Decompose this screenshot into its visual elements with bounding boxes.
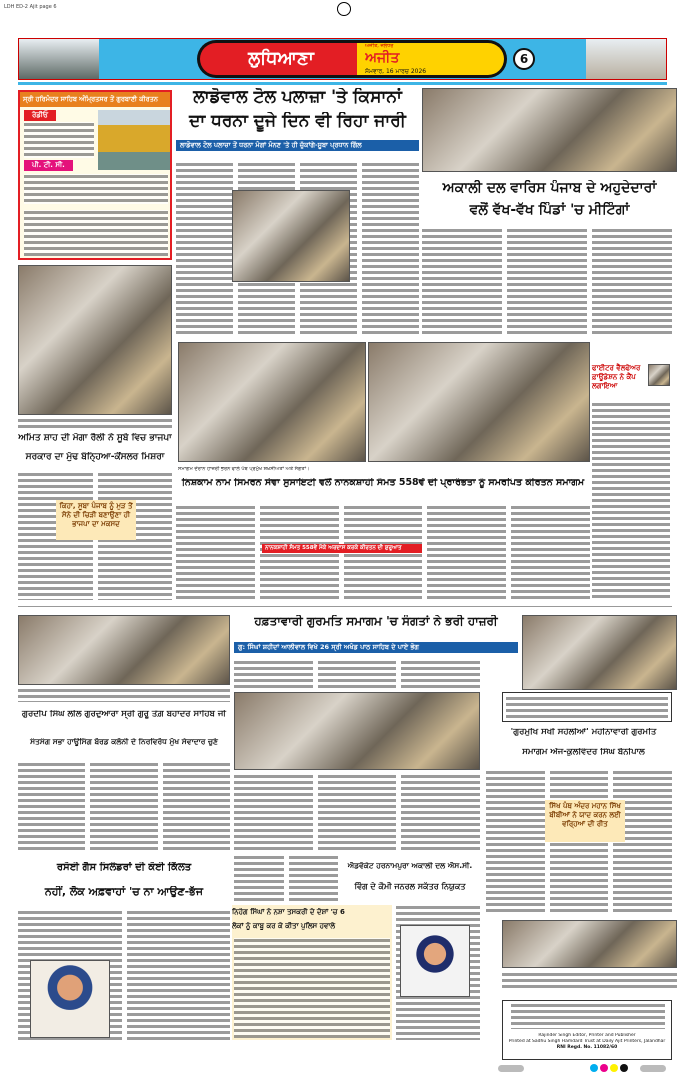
imprint-box — [502, 1000, 672, 1060]
amit-pull-quote: ਕਿਹਾ, ਸੂਬਾ ਪੰਜਾਬ ਨੂੰ ਮੁੜ ਤੋਂ ਸੋਨੇ ਦੀ ਚਿੜੀ ਬਣਾਉਣਾ ਹੀ ਭਾਜਪਾ ਦਾ ਮਕਸਦ — [56, 500, 136, 540]
registration-mark — [337, 2, 351, 16]
samagam-headline: ਹਫ਼ਤਾਵਾਰੀ ਗੁਰਮਤਿ ਸਮਾਗਮ 'ਚ ਸੰਗਤਾਂ ਨੇ ਭਰੀ ਹਾਜ਼ਰੀ — [254, 615, 498, 628]
advocate-headline-1: ਐਡਵੋਕੇਟ ਹਰਨਾਮਪੁਰਾ ਅਕਾਲੀ ਦਲ ਐਸ.ਸੀ. — [347, 862, 473, 870]
page-number: 6 — [513, 48, 535, 70]
imprint-line2: Printed at Sadhu Singh Hamdard Trust at Daily Ajit Printers, Jalandhar — [508, 1039, 666, 1044]
imprint-text — [511, 1003, 665, 1029]
kirtan-caption: ਸਮਾਗਮ ਦੌਰਾਨ ਹਾਜ਼ਰੀ ਭਰਨ ਵਾਲੇ ਪੰਥ ਪ੍ਰਮੁੱਖ ਸ਼ਖ਼ਸੀਅਤਾਂ ਅਤੇ ਸੰਗਤਾਂ। — [178, 466, 310, 472]
kirtan-promo-box — [18, 90, 172, 260]
masthead-rule — [18, 82, 667, 85]
statue-image — [19, 39, 99, 79]
masthead-date: ਸੋਮਵਾਰ, 16 ਮਾਰਚ 2026 — [365, 68, 427, 75]
gurdeep-headline-1: ਗੁਰਦੀਪ ਸਿੰਘ ਲੀਲ ਗੁਰਦੁਆਰਾ ਸ੍ਰੀ ਗੁਰੂ ਤੇਗ਼ ਬਹਾਦਰ ਸਾਹਿਬ ਜੀ — [22, 710, 226, 719]
nihang-headline-1: ਨਿਹੰਗ ਸਿੰਘਾਂ ਨੇ ਨਸ਼ਾ ਤਸਕਰੀ ਦੇ ਦੋਸ਼ਾਂ 'ਚ 6 — [232, 908, 345, 916]
tollplaza-photo — [232, 190, 350, 282]
golden-temple-image — [98, 110, 170, 170]
gurmukh-photo — [522, 615, 677, 690]
kirtan-subhead: ਨਾਨਕਸ਼ਾਹੀ ਸੰਮਤ 558ਵੇਂ ਮੌਕੇ ਅਰਦਾਸ ਕਰਕੇ ਕੀਰਤਨ ਦੀ ਸ਼ੁਰੂਆਤ — [262, 544, 422, 553]
promo-tag-ptc: ਪੀ. ਟੀ. ਸੀ. — [24, 160, 73, 171]
yellow-dot — [610, 1064, 618, 1072]
masthead-brand: ਅਜੀਤ — [365, 50, 400, 66]
fighter-headline: ਫਾਈਟਰ ਵੈੱਲਫੇਅਰ ਫ਼ਾਊਂਡੇਸ਼ਨ ਨੇ ਕੈਂਪ ਲਗਾਇਆ — [592, 364, 641, 390]
kirtan-headline: ਨਿਸ਼ਕਾਮ ਨਾਮ ਸਿਮਰਨ ਸੇਵਾ ਸੁਸਾਇਟੀ ਵਲੋਂ ਨਾਨਕਸ਼ਾਹੀ ਸੰਮਤ 558ਵੇਂ ਦੀ ਪ੍ਰਾਰੰਭਤਾ ਨੂੰ ਸਮਰਪਿਤ ਕੀਰਤਨ ਸਮਾਗਮ — [181, 478, 585, 488]
nihang-body — [234, 938, 390, 1038]
akali-photo — [422, 88, 677, 172]
amit-headline-2: ਸਰਕਾਰ ਦਾ ਮੁੱਢ ਬੰਨ੍ਹਿਆ-ਕੌਂਸਲਰ ਮਿਸ਼ਰਾ — [25, 452, 165, 462]
nihang-headline-2: ਲੋਕਾਂ ਨੂੰ ਕਾਬੂ ਕਰ ਕੇ ਕੀਤਾ ਪੁਲਿਸ ਹਵਾਲੇ — [232, 922, 336, 930]
advocate-portrait — [400, 925, 470, 997]
gurmukh-body — [486, 770, 672, 915]
tollplaza-headline-2: ਦਾ ਧਰਨਾ ਦੂਜੇ ਦਿਨ ਵੀ ਰਿਹਾ ਜਾਰੀ — [189, 112, 406, 131]
promo-text — [24, 210, 168, 256]
masthead-city: ਲੁਧਿਆਣਾ — [248, 48, 314, 69]
akali-body — [422, 228, 672, 336]
kirtan-photo-2 — [368, 342, 590, 462]
akali-headline-2: ਵਲੋਂ ਵੱਖ-ਵੱਖ ਪਿੰਡਾਂ 'ਚ ਮੀਟਿੰਗਾਂ — [469, 202, 630, 218]
fighter-photo — [648, 364, 670, 386]
samagam-body-2 — [234, 774, 480, 850]
gurmukh-caption-box — [502, 692, 672, 722]
official-portrait — [30, 960, 110, 1038]
gurmukh-event-caption — [502, 972, 677, 988]
gurdeep-photo — [18, 615, 230, 685]
clocktower-image — [586, 39, 666, 79]
samagam-body — [234, 660, 480, 690]
gray-bar-right — [640, 1065, 666, 1072]
amit-shah-photo — [18, 265, 172, 415]
kirtan-photo-1 — [178, 342, 366, 462]
promo-tag-radio: ਰੇਡੀਓ — [24, 110, 56, 121]
cmyk-marks — [590, 1064, 628, 1072]
akali-headline-1: ਅਕਾਲੀ ਦਲ ਵਾਰਿਸ ਪੰਜਾਬ ਦੇ ਅਹੁਦੇਦਾਰਾਂ — [442, 180, 657, 196]
print-slug: LDH ED-2 Ajit page 6 — [4, 4, 57, 10]
amit-photo-caption — [18, 418, 172, 428]
advocate-headline-2: ਵਿੰਗ ਦੇ ਕੌਮੀ ਜਨਰਲ ਸਕੱਤਰ ਨਿਯੁਕਤ — [354, 882, 466, 891]
gurdeep-headline-2: ਸੰਤਸੰਗ ਸਭਾ ਹਾਊਸਿੰਗ ਬੋਰਡ ਕਲੋਨੀ ਦੇ ਨਿਰਵਿਰੋਧ ਮੁੱਖ ਸੇਵਾਦਾਰ ਚੁਣੇ — [30, 738, 218, 746]
imprint-line3: RNI Regd. No. 11082/60 — [556, 1045, 618, 1050]
amit-headline-1: ਅਮਿਤ ਸ਼ਾਹ ਦੀ ਮੋਗਾ ਰੈਲੀ ਨੇ ਸੂਬੇ ਵਿਚ ਭਾਜਪਾ — [18, 433, 172, 443]
fighter-box — [592, 342, 672, 600]
fighter-body — [592, 402, 670, 598]
magenta-dot — [600, 1064, 608, 1072]
gas-headline-1: ਰਸੋਈ ਗੈਸ ਸਿਲੰਡਰਾਂ ਦੀ ਕੋਈ ਕਿੱਲਤ — [56, 862, 192, 873]
section-rule — [18, 606, 672, 607]
advocate-side-body — [234, 855, 338, 901]
imprint-line1: Rajinder Singh Editor, Printer and Publisher — [538, 1033, 636, 1038]
masthead-edition: ਅਜੀਤ, ਜਲੰਧਰ — [365, 43, 394, 49]
gas-headline-2: ਨਹੀਂ, ਲੋਕ ਅਫ਼ਵਾਹਾਂ 'ਚ ਨਾ ਆਉਣ-ਭੱਜ — [44, 886, 204, 898]
promo-text — [24, 174, 168, 204]
samagam-photo — [234, 692, 480, 770]
masthead — [18, 38, 667, 80]
caption-text — [506, 696, 668, 718]
gray-bar-left — [498, 1065, 524, 1072]
gurmukh-event-photo — [502, 920, 677, 968]
tollplaza-subhead: ਲਾਡੋਵਾਲ ਟੋਲ ਪਲਾਜ਼ਾ ਤੋਂ ਧਰਨਾ ਮੰਗਾਂ ਮੰਨਣ 'ਤੇ ਹੀ ਚੁੱਕਾਂਗੇ-ਸੂਬਾ ਪ੍ਰਧਾਨ ਗਿੱਲ — [176, 140, 419, 151]
gurmukh-pull-quote: ਸਿੱਖ ਪੰਥ ਅੰਦਰ ਮਹਾਨ ਸਿੱਖ ਬੀਬੀਆਂ ਨੇ ਯਾਦ ਕਰਨ ਲਈ ਵਰ੍ਹਿਆਂ ਦੀ ਰੀਤ — [545, 800, 625, 842]
gurdeep-caption — [18, 688, 230, 702]
cyan-dot — [590, 1064, 598, 1072]
promo-title: ਸ੍ਰੀ ਹਰਿਮੰਦਰ ਸਾਹਿਬ ਅੰਮ੍ਰਿਤਸਰ ਤੋਂ ਗੁਰਬਾਣੀ ਕੀਰਤਨ — [20, 92, 170, 107]
gurdeep-body — [18, 762, 230, 850]
samagam-subhead: ਗੁ: ਸਿੰਘਾਂ ਸ਼ਹੀਦਾਂ ਆਲੀਵਾਲ ਵਿਖੇ 26 ਸ੍ਰੀ ਅਖੰਡ ਪਾਠ ਸਾਹਿਬ ਦੇ ਪਾਏ ਭੋਗ — [234, 642, 518, 653]
gurmukh-headline-2: ਸਮਾਗਮ ਅੱਜ-ਕੁਲਵਿੰਦਰ ਸਿੰਘ ਬੈਨੀਪਾਲ — [522, 748, 645, 757]
gurmukh-headline-1: 'ਗੁਰਮੁਖਿ ਸਖੀ ਸਹੇਲੀਆਂ' ਮਹੀਨਾਵਾਰੀ ਗੁਰਮਤਿ — [510, 728, 657, 737]
black-dot — [620, 1064, 628, 1072]
promo-text — [24, 122, 94, 158]
tollplaza-headline-1: ਲਾਡੋਵਾਲ ਟੋਲ ਪਲਾਜ਼ਾ 'ਤੇ ਕਿਸਾਨਾਂ — [193, 88, 402, 107]
